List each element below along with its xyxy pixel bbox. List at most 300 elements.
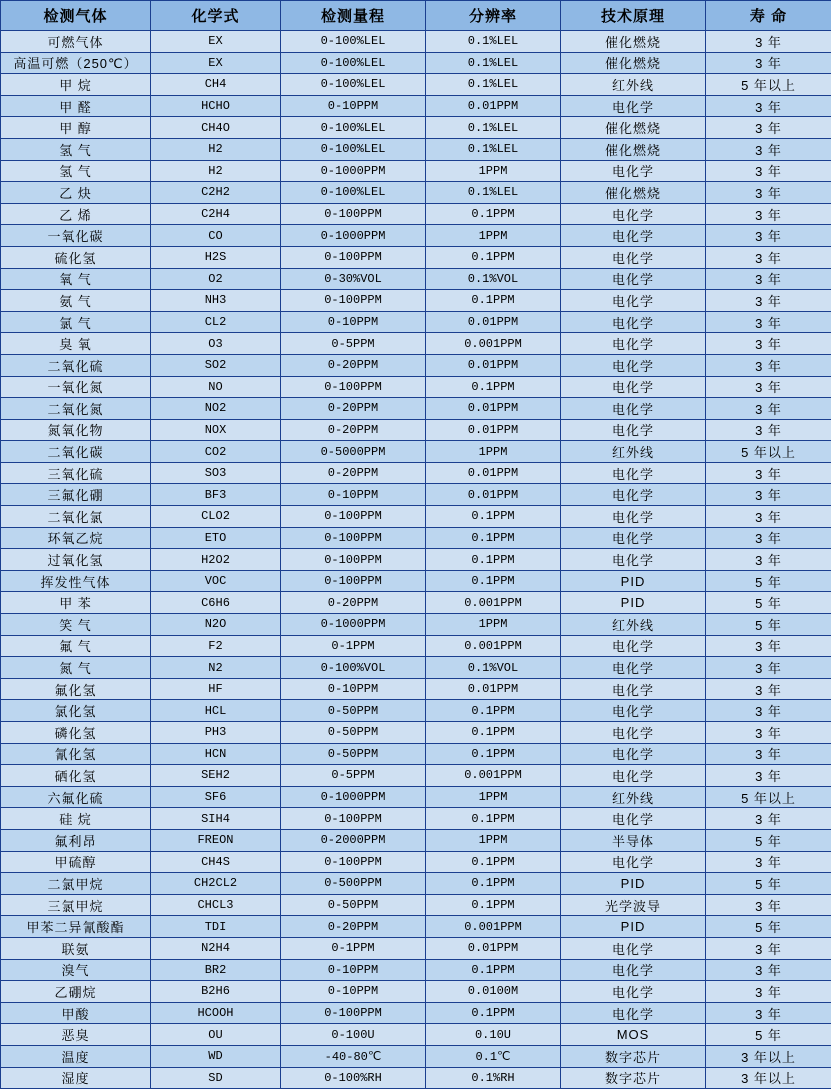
cell-gas: 乙硼烷: [1, 981, 151, 1003]
cell-lifetime: 3 年: [706, 225, 831, 247]
cell-resolution: 0.01PPM: [426, 398, 561, 420]
cell-range: 0-10PPM: [281, 678, 426, 700]
cell-formula: N2: [151, 657, 281, 679]
cell-gas: 甲 烷: [1, 74, 151, 96]
cell-lifetime: 3 年: [706, 31, 831, 53]
cell-resolution: 0.1PPM: [426, 894, 561, 916]
cell-resolution: 0.1%LEL: [426, 182, 561, 204]
cell-technology: 电化学: [561, 311, 706, 333]
cell-lifetime: 3 年: [706, 635, 831, 657]
cell-formula: CHCL3: [151, 894, 281, 916]
column-header-range: 检测量程: [281, 1, 426, 31]
cell-technology: 电化学: [561, 160, 706, 182]
cell-technology: 电化学: [561, 527, 706, 549]
cell-lifetime: 3 年: [706, 290, 831, 312]
cell-lifetime: 3 年以上: [706, 1067, 831, 1089]
table-row: [1, 678, 831, 700]
cell-gas: 高温可燃（250℃）: [1, 52, 151, 74]
cell-gas: 氨 气: [1, 290, 151, 312]
cell-resolution: 0.001PPM: [426, 765, 561, 787]
cell-range: 0-100PPM: [281, 246, 426, 268]
column-header-technology: 技术原理: [561, 1, 706, 31]
cell-technology: 电化学: [561, 419, 706, 441]
cell-technology: PID: [561, 916, 706, 938]
table-row: [1, 182, 831, 204]
cell-technology: 红外线: [561, 786, 706, 808]
cell-range: 0-5000PPM: [281, 441, 426, 463]
cell-technology: 红外线: [561, 614, 706, 636]
cell-technology: 催化燃烧: [561, 117, 706, 139]
cell-technology: 电化学: [561, 549, 706, 571]
cell-technology: 电化学: [561, 808, 706, 830]
table-row: [1, 743, 831, 765]
cell-gas: 二氧化碳: [1, 441, 151, 463]
cell-range: 0-1PPM: [281, 937, 426, 959]
cell-resolution: 0.1PPM: [426, 851, 561, 873]
cell-technology: 电化学: [561, 959, 706, 981]
cell-technology: 电化学: [561, 765, 706, 787]
cell-resolution: 0.1PPM: [426, 743, 561, 765]
cell-formula: H2: [151, 160, 281, 182]
cell-range: 0-100PPM: [281, 203, 426, 225]
cell-formula: WD: [151, 1045, 281, 1067]
table-row: [1, 829, 831, 851]
cell-range: 0-20PPM: [281, 592, 426, 614]
cell-technology: 催化燃烧: [561, 52, 706, 74]
cell-resolution: 0.001PPM: [426, 592, 561, 614]
column-header-lifetime: 寿 命: [706, 1, 831, 31]
cell-resolution: 0.10U: [426, 1024, 561, 1046]
table-row: [1, 462, 831, 484]
table-row: [1, 873, 831, 895]
cell-resolution: 0.1%VOL: [426, 657, 561, 679]
cell-gas: 氰化氢: [1, 743, 151, 765]
cell-range: 0-100PPM: [281, 570, 426, 592]
cell-formula: NH3: [151, 290, 281, 312]
table-row: [1, 506, 831, 528]
cell-technology: 电化学: [561, 354, 706, 376]
cell-range: 0-100PPM: [281, 506, 426, 528]
cell-technology: 催化燃烧: [561, 182, 706, 204]
cell-technology: 电化学: [561, 657, 706, 679]
cell-gas: 硅 烷: [1, 808, 151, 830]
cell-range: 0-20PPM: [281, 916, 426, 938]
cell-lifetime: 3 年: [706, 246, 831, 268]
cell-resolution: 0.1PPM: [426, 376, 561, 398]
cell-technology: 电化学: [561, 333, 706, 355]
cell-lifetime: 3 年: [706, 419, 831, 441]
cell-formula: CH4S: [151, 851, 281, 873]
table-row: [1, 549, 831, 571]
cell-lifetime: 3 年以上: [706, 1045, 831, 1067]
table-row: [1, 225, 831, 247]
cell-resolution: 1PPM: [426, 225, 561, 247]
cell-gas: 氯化氢: [1, 700, 151, 722]
cell-resolution: 1PPM: [426, 160, 561, 182]
table-row: [1, 527, 831, 549]
cell-gas: 二氧化氯: [1, 506, 151, 528]
cell-lifetime: 3 年: [706, 484, 831, 506]
cell-resolution: 0.1%LEL: [426, 138, 561, 160]
cell-formula: BR2: [151, 959, 281, 981]
cell-lifetime: 3 年: [706, 52, 831, 74]
cell-range: 0-100%VOL: [281, 657, 426, 679]
cell-range: 0-5PPM: [281, 765, 426, 787]
cell-technology: PID: [561, 570, 706, 592]
cell-gas: 臭 氧: [1, 333, 151, 355]
cell-range: 0-2000PPM: [281, 829, 426, 851]
cell-resolution: 1PPM: [426, 614, 561, 636]
cell-gas: 环氧乙烷: [1, 527, 151, 549]
cell-resolution: 0.1PPM: [426, 808, 561, 830]
cell-lifetime: 5 年: [706, 873, 831, 895]
cell-formula: C2H4: [151, 203, 281, 225]
cell-gas: 湿度: [1, 1067, 151, 1089]
cell-range: 0-10PPM: [281, 311, 426, 333]
cell-range: 0-100PPM: [281, 527, 426, 549]
cell-resolution: 0.001PPM: [426, 333, 561, 355]
cell-gas: 笑 气: [1, 614, 151, 636]
cell-lifetime: 5 年: [706, 614, 831, 636]
cell-resolution: 1PPM: [426, 786, 561, 808]
table-row: [1, 354, 831, 376]
cell-range: 0-100PPM: [281, 808, 426, 830]
cell-range: 0-1000PPM: [281, 614, 426, 636]
cell-lifetime: 3 年: [706, 851, 831, 873]
cell-lifetime: 5 年以上: [706, 441, 831, 463]
cell-range: -40-80℃: [281, 1045, 426, 1067]
table-row: [1, 52, 831, 74]
cell-range: 0-100%LEL: [281, 117, 426, 139]
cell-technology: 电化学: [561, 635, 706, 657]
cell-technology: PID: [561, 873, 706, 895]
cell-range: 0-100%LEL: [281, 74, 426, 96]
table-row: [1, 419, 831, 441]
cell-technology: 电化学: [561, 203, 706, 225]
cell-resolution: 0.1PPM: [426, 549, 561, 571]
cell-technology: 电化学: [561, 743, 706, 765]
cell-lifetime: 3 年: [706, 138, 831, 160]
cell-resolution: 0.0100M: [426, 981, 561, 1003]
table-row: [1, 268, 831, 290]
cell-formula: NO: [151, 376, 281, 398]
cell-gas: 甲硫醇: [1, 851, 151, 873]
table-row: [1, 376, 831, 398]
cell-lifetime: 3 年: [706, 743, 831, 765]
table-row: [1, 635, 831, 657]
cell-range: 0-100%LEL: [281, 138, 426, 160]
cell-formula: SO2: [151, 354, 281, 376]
table-row: [1, 937, 831, 959]
table-row: [1, 1024, 831, 1046]
cell-formula: B2H6: [151, 981, 281, 1003]
cell-lifetime: 3 年: [706, 462, 831, 484]
cell-technology: 电化学: [561, 851, 706, 873]
cell-lifetime: 5 年以上: [706, 786, 831, 808]
cell-technology: 电化学: [561, 398, 706, 420]
cell-gas: 恶臭: [1, 1024, 151, 1046]
cell-range: 0-100PPM: [281, 549, 426, 571]
cell-gas: 氢 气: [1, 138, 151, 160]
table-row: [1, 700, 831, 722]
table-header: [1, 1, 831, 31]
cell-resolution: 1PPM: [426, 441, 561, 463]
cell-lifetime: 5 年: [706, 916, 831, 938]
cell-lifetime: 5 年: [706, 570, 831, 592]
cell-lifetime: 3 年: [706, 1002, 831, 1024]
table-row: [1, 570, 831, 592]
cell-lifetime: 3 年: [706, 700, 831, 722]
cell-range: 0-20PPM: [281, 354, 426, 376]
cell-lifetime: 3 年: [706, 894, 831, 916]
cell-resolution: 0.1%LEL: [426, 31, 561, 53]
cell-resolution: 0.001PPM: [426, 635, 561, 657]
cell-lifetime: 3 年: [706, 203, 831, 225]
cell-formula: CH2CL2: [151, 873, 281, 895]
cell-resolution: 1PPM: [426, 829, 561, 851]
cell-lifetime: 3 年: [706, 376, 831, 398]
cell-formula: HCOOH: [151, 1002, 281, 1024]
cell-formula: CLO2: [151, 506, 281, 528]
table-row: [1, 31, 831, 53]
column-header-formula: 化学式: [151, 1, 281, 31]
cell-formula: NOX: [151, 419, 281, 441]
cell-gas: 乙 炔: [1, 182, 151, 204]
cell-formula: F2: [151, 635, 281, 657]
cell-gas: 甲苯二异氰酸酯: [1, 916, 151, 938]
column-header-resolution: 分辨率: [426, 1, 561, 31]
cell-formula: SO3: [151, 462, 281, 484]
cell-range: 0-50PPM: [281, 700, 426, 722]
cell-formula: CO2: [151, 441, 281, 463]
cell-gas: 硫化氢: [1, 246, 151, 268]
table-row: [1, 333, 831, 355]
table-row: [1, 614, 831, 636]
cell-resolution: 0.1PPM: [426, 700, 561, 722]
cell-range: 0-30%VOL: [281, 268, 426, 290]
cell-technology: 电化学: [561, 268, 706, 290]
cell-lifetime: 3 年: [706, 311, 831, 333]
cell-technology: 电化学: [561, 1002, 706, 1024]
cell-formula: H2O2: [151, 549, 281, 571]
cell-technology: PID: [561, 592, 706, 614]
cell-formula: HCL: [151, 700, 281, 722]
cell-range: 0-1PPM: [281, 635, 426, 657]
cell-range: 0-10PPM: [281, 981, 426, 1003]
cell-technology: 电化学: [561, 246, 706, 268]
cell-range: 0-1000PPM: [281, 786, 426, 808]
cell-range: 0-20PPM: [281, 398, 426, 420]
cell-resolution: 0.1%LEL: [426, 117, 561, 139]
table-row: [1, 592, 831, 614]
table-row: [1, 138, 831, 160]
cell-formula: HF: [151, 678, 281, 700]
cell-range: 0-100%LEL: [281, 52, 426, 74]
cell-gas: 氟利昂: [1, 829, 151, 851]
cell-formula: VOC: [151, 570, 281, 592]
cell-range: 0-20PPM: [281, 462, 426, 484]
cell-formula: SIH4: [151, 808, 281, 830]
cell-lifetime: 5 年以上: [706, 74, 831, 96]
cell-gas: 乙 烯: [1, 203, 151, 225]
cell-gas: 氮 气: [1, 657, 151, 679]
cell-gas: 一氧化氮: [1, 376, 151, 398]
cell-range: 0-50PPM: [281, 743, 426, 765]
cell-technology: 电化学: [561, 462, 706, 484]
cell-technology: 电化学: [561, 376, 706, 398]
cell-resolution: 0.01PPM: [426, 937, 561, 959]
cell-technology: 光学波导: [561, 894, 706, 916]
cell-range: 0-100%LEL: [281, 31, 426, 53]
cell-resolution: 0.1%VOL: [426, 268, 561, 290]
cell-technology: 红外线: [561, 74, 706, 96]
cell-resolution: 0.1℃: [426, 1045, 561, 1067]
table-row: [1, 1067, 831, 1089]
cell-lifetime: 3 年: [706, 808, 831, 830]
cell-gas: 溴气: [1, 959, 151, 981]
cell-formula: N2H4: [151, 937, 281, 959]
cell-lifetime: 3 年: [706, 981, 831, 1003]
cell-lifetime: 3 年: [706, 506, 831, 528]
cell-lifetime: 3 年: [706, 657, 831, 679]
cell-gas: 温度: [1, 1045, 151, 1067]
cell-formula: H2S: [151, 246, 281, 268]
cell-technology: 电化学: [561, 722, 706, 744]
cell-range: 0-10PPM: [281, 959, 426, 981]
cell-technology: 电化学: [561, 506, 706, 528]
cell-formula: FREON: [151, 829, 281, 851]
cell-gas: 磷化氢: [1, 722, 151, 744]
cell-technology: 催化燃烧: [561, 138, 706, 160]
cell-technology: 数字芯片: [561, 1067, 706, 1089]
table-row: [1, 246, 831, 268]
cell-resolution: 0.1PPM: [426, 203, 561, 225]
cell-lifetime: 3 年: [706, 549, 831, 571]
column-header-gas: 检测气体: [1, 1, 151, 31]
cell-formula: CH4: [151, 74, 281, 96]
cell-gas: 氧 气: [1, 268, 151, 290]
cell-lifetime: 3 年: [706, 678, 831, 700]
table-row: [1, 441, 831, 463]
cell-formula: SEH2: [151, 765, 281, 787]
cell-lifetime: 3 年: [706, 160, 831, 182]
cell-resolution: 0.1%RH: [426, 1067, 561, 1089]
cell-technology: 电化学: [561, 700, 706, 722]
table-row: [1, 657, 831, 679]
table-row: [1, 290, 831, 312]
cell-lifetime: 5 年: [706, 829, 831, 851]
cell-gas: 甲 醛: [1, 95, 151, 117]
cell-formula: EX: [151, 31, 281, 53]
cell-technology: MOS: [561, 1024, 706, 1046]
cell-resolution: 0.1PPM: [426, 570, 561, 592]
cell-lifetime: 5 年: [706, 592, 831, 614]
cell-technology: 电化学: [561, 95, 706, 117]
cell-gas: 可燃气体: [1, 31, 151, 53]
cell-gas: 过氧化氢: [1, 549, 151, 571]
cell-formula: O3: [151, 333, 281, 355]
table-row: [1, 894, 831, 916]
cell-lifetime: 3 年: [706, 722, 831, 744]
cell-range: 0-50PPM: [281, 722, 426, 744]
cell-formula: O2: [151, 268, 281, 290]
cell-range: 0-10PPM: [281, 484, 426, 506]
cell-gas: 联氨: [1, 937, 151, 959]
cell-technology: 数字芯片: [561, 1045, 706, 1067]
cell-range: 0-1000PPM: [281, 225, 426, 247]
cell-gas: 氯 气: [1, 311, 151, 333]
cell-lifetime: 5 年: [706, 1024, 831, 1046]
cell-range: 0-20PPM: [281, 419, 426, 441]
cell-formula: SD: [151, 1067, 281, 1089]
cell-technology: 电化学: [561, 678, 706, 700]
cell-technology: 电化学: [561, 484, 706, 506]
cell-resolution: 0.1PPM: [426, 959, 561, 981]
cell-range: 0-100PPM: [281, 851, 426, 873]
table-row: [1, 203, 831, 225]
cell-lifetime: 3 年: [706, 937, 831, 959]
cell-gas: 二氧化硫: [1, 354, 151, 376]
cell-lifetime: 3 年: [706, 333, 831, 355]
cell-formula: H2: [151, 138, 281, 160]
table-row: [1, 311, 831, 333]
cell-resolution: 0.1PPM: [426, 1002, 561, 1024]
cell-range: 0-100PPM: [281, 376, 426, 398]
cell-resolution: 0.1%LEL: [426, 74, 561, 96]
table-row: [1, 1045, 831, 1067]
cell-resolution: 0.1PPM: [426, 722, 561, 744]
cell-range: 0-100%LEL: [281, 182, 426, 204]
cell-resolution: 0.01PPM: [426, 484, 561, 506]
cell-formula: HCHO: [151, 95, 281, 117]
cell-technology: 半导体: [561, 829, 706, 851]
cell-lifetime: 3 年: [706, 182, 831, 204]
cell-formula: C2H2: [151, 182, 281, 204]
cell-lifetime: 3 年: [706, 95, 831, 117]
cell-gas: 氟 气: [1, 635, 151, 657]
cell-formula: BF3: [151, 484, 281, 506]
cell-technology: 电化学: [561, 290, 706, 312]
table-body: [1, 31, 831, 1089]
cell-gas: 二氯甲烷: [1, 873, 151, 895]
cell-formula: CO: [151, 225, 281, 247]
cell-formula: TDI: [151, 916, 281, 938]
cell-resolution: 0.1PPM: [426, 873, 561, 895]
cell-technology: 催化燃烧: [561, 31, 706, 53]
cell-lifetime: 3 年: [706, 765, 831, 787]
cell-technology: 电化学: [561, 225, 706, 247]
cell-gas: 氮氧化物: [1, 419, 151, 441]
cell-resolution: 0.01PPM: [426, 95, 561, 117]
cell-resolution: 0.1PPM: [426, 527, 561, 549]
cell-gas: 三氯甲烷: [1, 894, 151, 916]
cell-gas: 甲 醇: [1, 117, 151, 139]
cell-formula: ETO: [151, 527, 281, 549]
table-row: [1, 1002, 831, 1024]
cell-lifetime: 3 年: [706, 398, 831, 420]
cell-formula: CL2: [151, 311, 281, 333]
cell-lifetime: 3 年: [706, 959, 831, 981]
cell-lifetime: 3 年: [706, 268, 831, 290]
cell-gas: 氢 气: [1, 160, 151, 182]
cell-range: 0-500PPM: [281, 873, 426, 895]
table-row: [1, 160, 831, 182]
cell-range: 0-10PPM: [281, 95, 426, 117]
cell-range: 0-5PPM: [281, 333, 426, 355]
cell-range: 0-100PPM: [281, 290, 426, 312]
cell-range: 0-1000PPM: [281, 160, 426, 182]
cell-range: 0-100U: [281, 1024, 426, 1046]
